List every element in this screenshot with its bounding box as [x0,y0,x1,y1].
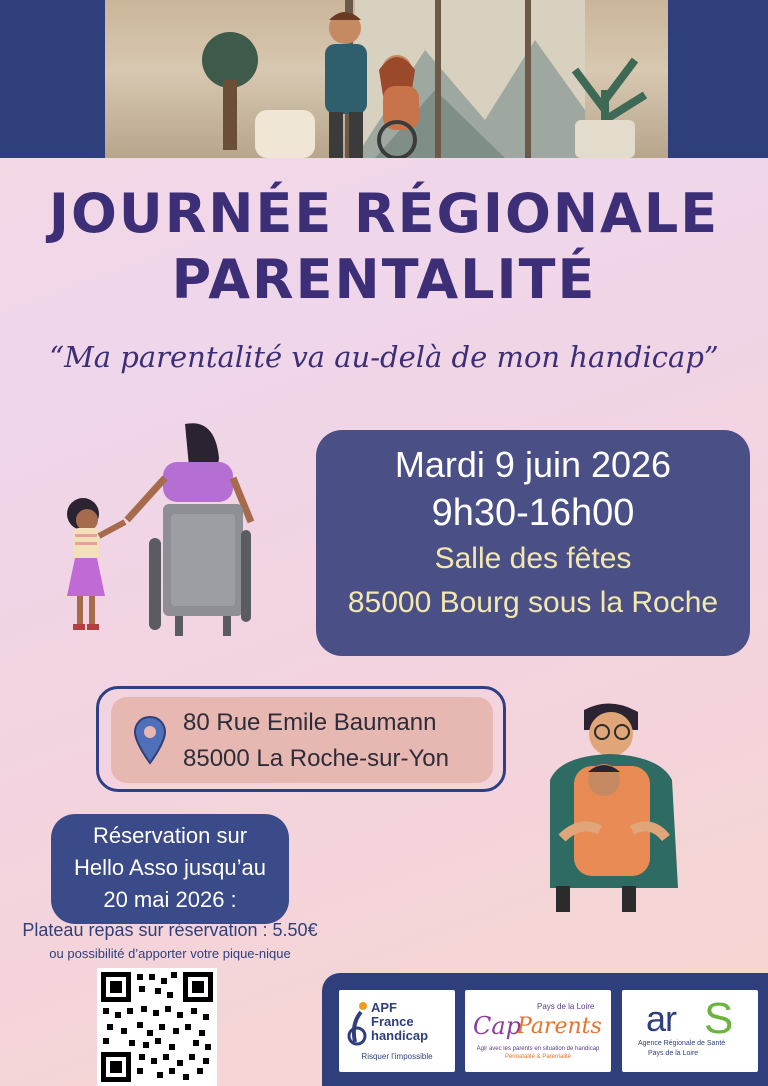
capparents-parents: Parents [517,1014,602,1039]
capparents-region: Pays de la Loire [537,1002,595,1011]
capparents-subtitle-2: Périnatalité & Parentalité [504,1054,572,1060]
address-panel [111,697,493,783]
ars-subtitle-1: Agence Régionale de Santé [638,1040,726,1047]
tagline: “Ma parentalité va au-delà de mon handicap” [49,340,719,374]
capparents-subtitle-1: Agir avec les parents en situation de handicap [476,1046,600,1052]
reservation-box [51,814,289,924]
map-pin-icon [133,715,167,765]
meal-price: Plateau repas sur réservation : 5.50€ [22,920,318,940]
page-title-line-1: JOURNÉE RÉGIONALE [48,182,720,245]
picnic-option: ou possibilité d’apporter votre pique-nique [49,946,291,961]
address-city: 85000 La Roche-sur-Yon [183,745,449,772]
ars-logo [622,990,758,1072]
ars-subtitle-2: Pays de la Loire [648,1050,699,1057]
event-time: 9h30-16h00 [431,492,635,534]
event-info-box [316,430,750,656]
apf-line-3: handicap [371,1028,429,1043]
event-date: Mardi 9 juin 2026 [394,444,672,485]
ars-s-letter: S [704,994,734,1043]
event-venue: Salle des fêtes [434,542,632,575]
reservation-line-2: Hello Asso jusqu’au [73,855,266,880]
babywearing-father-illustration [540,700,690,918]
ars-letters: ar [646,998,677,1039]
address-street: 80 Rue Emile Baumann [183,709,437,736]
capparents-logo [465,990,611,1072]
apf-line-1: APF [371,1000,397,1015]
apf-slogan: Risquer l’impossible [361,1052,433,1061]
event-city: 85000 Bourg sous la Roche [347,586,719,619]
apf-line-2: France [371,1014,414,1029]
reservation-line-1: Réservation sur [92,823,248,848]
apf-france-handicap-logo [339,990,455,1072]
wheelchair-parent-illustration [55,418,265,640]
capparents-cap: Cap [473,1012,522,1040]
reservation-line-3: 20 mai 2026 : [103,887,237,912]
address-box [96,686,506,792]
header-illustration [105,0,668,158]
page-title-line-2: PARENTALITÉ [171,248,597,311]
apf-mark-icon [347,1000,371,1046]
qr-code-icon[interactable] [97,968,217,1086]
